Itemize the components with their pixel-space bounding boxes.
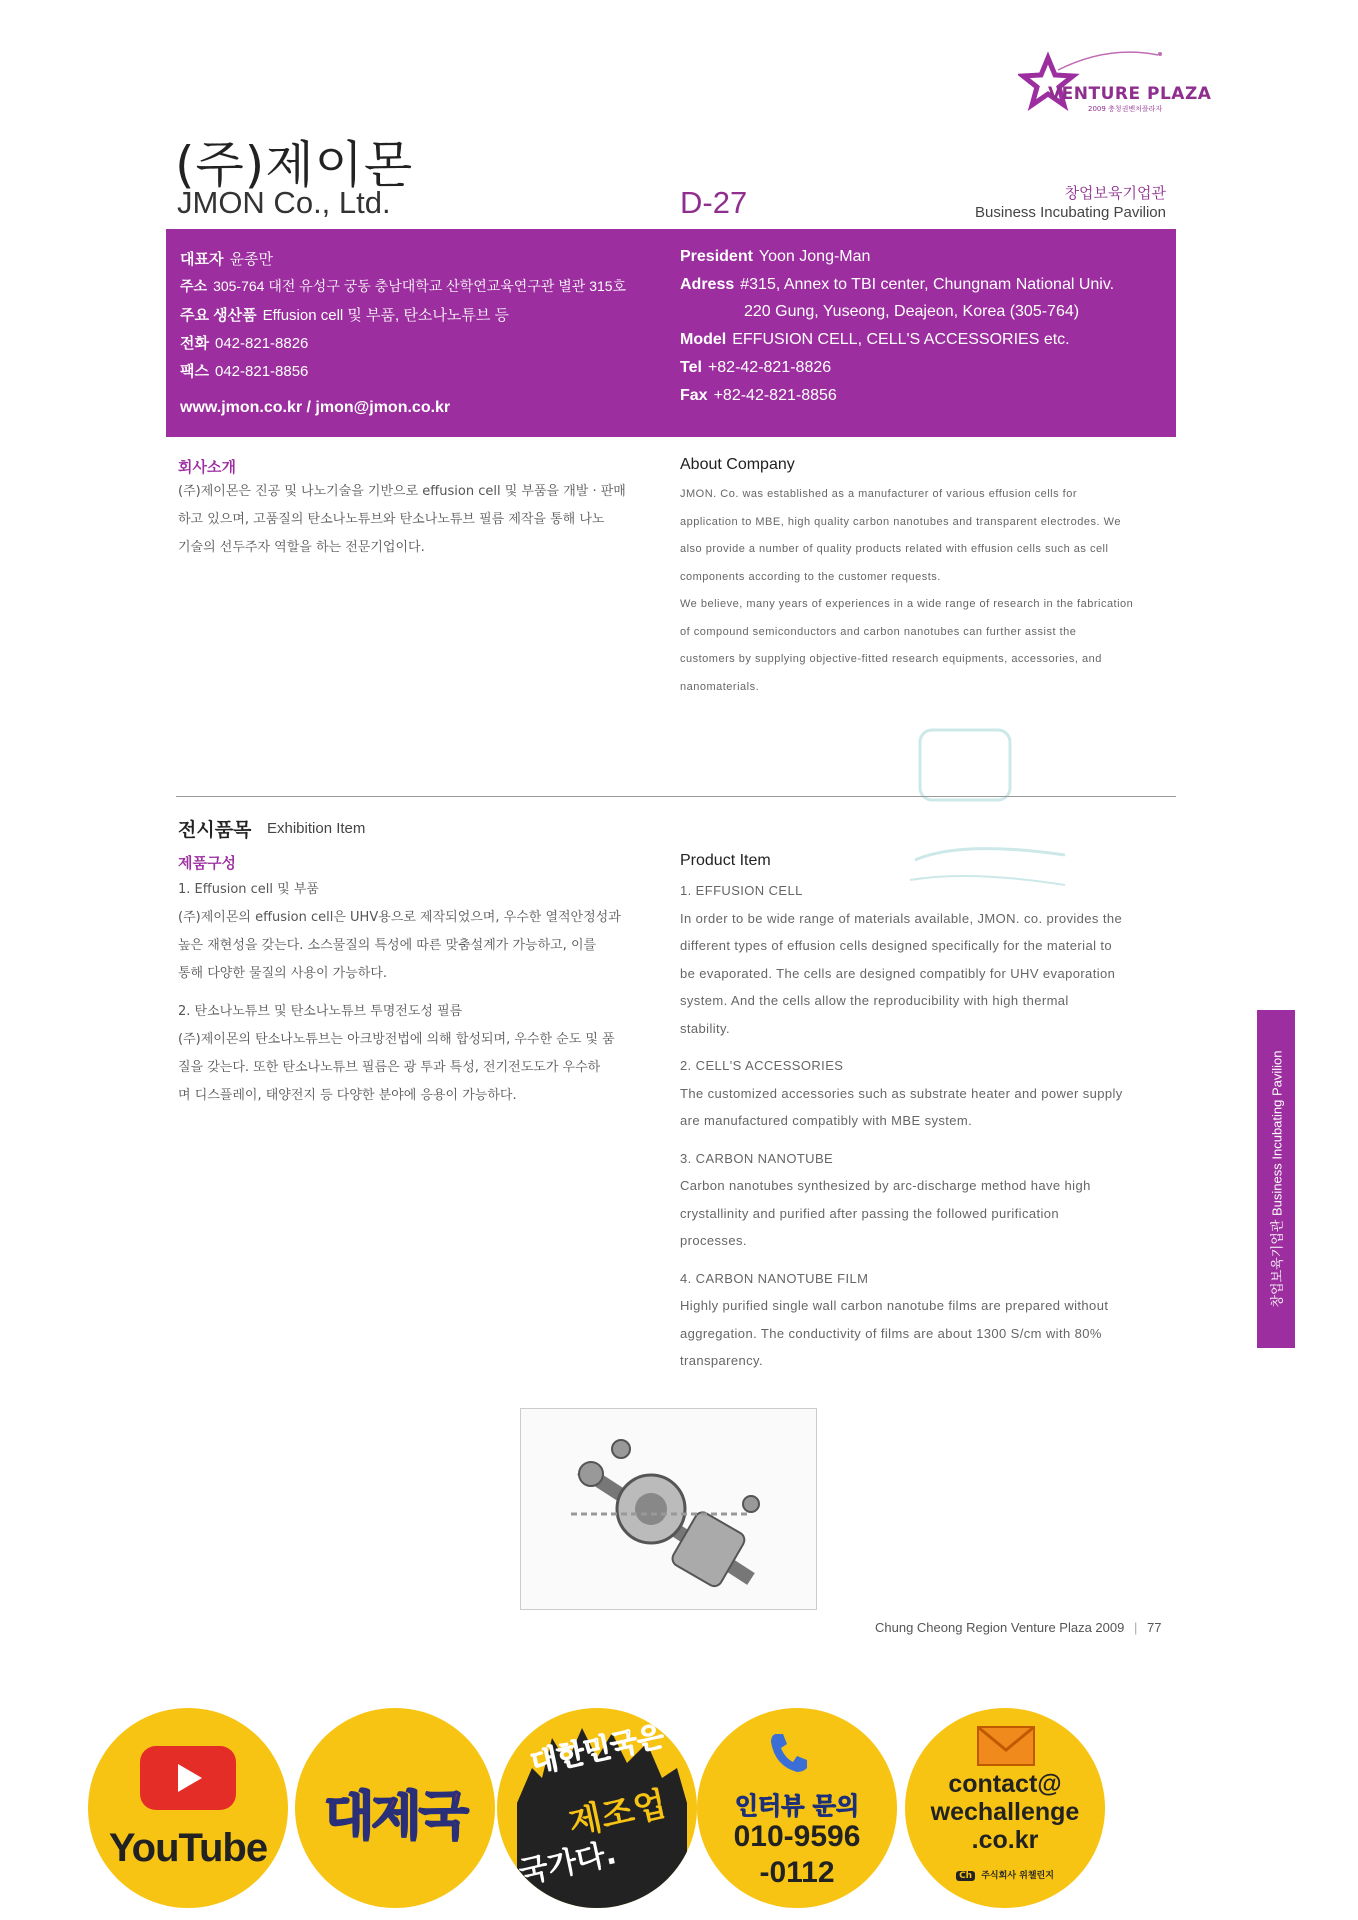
side-tab-text: 창업보육기업관 Business Incubating Pavilion	[1269, 1050, 1285, 1308]
about-en-line: customers by supplying objective-fitted research equipments, accessories, and	[680, 653, 1102, 665]
youtube-label: YouTube	[108, 1826, 268, 1870]
about-en-line: nanomaterials.	[680, 680, 760, 693]
product-en-line: Carbon nanotubes synthesized by arc-discharge method have high	[680, 1178, 1091, 1193]
product-en-line: transparency.	[680, 1353, 763, 1368]
product-value-ko: Effusion cell 및 부품, 탄소나노튜브 등	[262, 307, 509, 324]
tel-label-ko: 전화	[180, 335, 209, 352]
fax-value-en: +82-42-821-8856	[713, 387, 837, 404]
interview-label: 인터뷰 문의	[734, 1792, 860, 1820]
product-en-line: stability.	[680, 1020, 730, 1036]
ceo-label: 대표자	[180, 251, 224, 268]
product-ko-line: 높은 재현성을 갖는다. 소스물질의 특성에 따른 맞춤설계가 가능하고, 이를	[178, 938, 597, 953]
slogan-line3: 국가다.	[515, 1836, 620, 1891]
phone-line1: 010-9596	[733, 1820, 861, 1853]
company-info-band	[166, 229, 1176, 437]
side-pavilion-tab	[1257, 1010, 1295, 1348]
product-en-item1-title: 1. EFFUSION CELL	[680, 883, 803, 898]
pavilion-en: Business Incubating Pavilion	[975, 204, 1166, 221]
slogan-banner[interactable]	[497, 1708, 697, 1908]
product-en-line: In order to be wide range of materials available, JMON. co. provides the	[680, 910, 1123, 926]
website-email-link[interactable]: www.jmon.co.kr / jmon@jmon.co.kr	[180, 399, 451, 416]
email-line1: contact@	[948, 1770, 1062, 1798]
fax-label-en: Fax	[680, 387, 708, 404]
tel-value-ko: 042-821-8826	[214, 335, 309, 352]
booth-number: D-27	[680, 185, 748, 220]
about-heading-ko: 회사소개	[178, 458, 236, 476]
about-heading-en: About Company	[680, 456, 795, 473]
watermark-stamp	[900, 720, 1070, 900]
about-en-line: application to MBE, high quality carbon nanotubes and transparent electrodes. We	[680, 515, 1121, 528]
president-label: President	[680, 248, 753, 265]
address-value-en-1: #315, Annex to TBI center, Chungnam National Univ.	[740, 276, 1115, 293]
product-en-line: different types of effusion cells designed specifically for the material to	[680, 938, 1113, 953]
product-en-line: crystallinity and purified after passing the followed purification	[680, 1205, 1060, 1221]
exhibition-heading-en: Exhibition Item	[267, 820, 366, 837]
about-text-en	[680, 481, 1180, 701]
product-image	[520, 1408, 817, 1610]
fax-label-ko: 팩스	[180, 363, 209, 380]
about-en-line: of compound semiconductors and carbon nanotubes can further assist the	[680, 625, 1077, 638]
product-ko-line: 며 디스플레이, 태양전지 등 다양한 분야에 응용이 가능하다.	[178, 1088, 517, 1103]
product-en-line: processes.	[680, 1233, 747, 1248]
product-en-line: Highly purified single wall carbon nanotube films are prepared without	[680, 1298, 1109, 1313]
product-en-line: are manufactured compatibly with MBE system.	[680, 1113, 973, 1128]
about-en-line: also provide a number of quality products related with effusion cells such as cell	[680, 543, 1109, 555]
page-number: 77	[1147, 1620, 1162, 1635]
section-divider	[176, 796, 1176, 797]
about-en-line: JMON. Co. was established as a manufacturer of various effusion cells for	[680, 488, 1078, 500]
about-ko-line: 하고 있으며, 고품질의 탄소나노튜브와 탄소나노튜브 필름 제작을 통해 나노	[178, 512, 605, 527]
product-en-line: The customized accessories such as substrate heater and power supply	[680, 1085, 1123, 1101]
slogan-line1: 대한민국은	[527, 1719, 667, 1780]
effusion-cell-illustration	[521, 1409, 816, 1609]
address-value-en-2: 220 Gung, Yuseong, Deajeon, Korea (305-764)	[744, 303, 1080, 320]
footer-text: Chung Cheong Region Venture Plaza 2009	[875, 1620, 1125, 1635]
model-label: Model	[680, 331, 727, 348]
youtube-play-icon	[140, 1746, 236, 1810]
company-label: 주식회사 위챌린지	[981, 1871, 1054, 1881]
page-footer: Chung Cheong Region Venture Plaza 2009 | 77	[875, 1620, 1162, 1635]
product-heading-ko: 제품구성	[178, 854, 236, 872]
product-ko-line: (주)제이몬의 effusion cell은 UHV용으로 제작되었으며, 우수한 열적안정성과	[178, 910, 621, 925]
interview-banner[interactable]	[697, 1708, 897, 1908]
youtube-banner[interactable]	[88, 1708, 288, 1908]
channel-icon: Ch	[956, 1871, 975, 1881]
product-ko-item1-title: 1. Effusion cell 및 부품	[178, 882, 319, 897]
brand-banner[interactable]	[295, 1708, 495, 1908]
email-line3: .co.kr	[971, 1826, 1039, 1854]
product-en-item3-title: 3. CARBON NANOTUBE	[680, 1150, 834, 1166]
product-en-line: be evaporated. The cells are designed compatibly for UHV evaporation	[680, 965, 1116, 981]
product-en-line: aggregation. The conductivity of films are about 1300 S/cm with 80%	[680, 1325, 1102, 1341]
tel-label-en: Tel	[680, 359, 702, 376]
president-value: Yoon Jong-Man	[758, 248, 871, 265]
about-ko-line: (주)제이몬은 진공 및 나노기술을 기반으로 effusion cell 및 부품을 개발 · 판매	[178, 484, 626, 499]
email-banner[interactable]	[905, 1708, 1105, 1908]
about-text-ko	[178, 478, 638, 562]
product-label-ko: 주요 생산품	[180, 307, 257, 324]
slogan-line2: 제조업	[565, 1784, 671, 1844]
product-heading-en: Product Item	[680, 852, 771, 869]
exhibition-heading-ko: 전시품목	[178, 819, 252, 841]
pavilion-ko: 창업보육기업관	[1064, 184, 1166, 202]
phone-icon	[767, 1730, 811, 1774]
phone-line2: -0112	[759, 1856, 835, 1889]
product-en-item2-title: 2. CELL'S ACCESSORIES	[680, 1058, 844, 1073]
fax-value-ko: 042-821-8856	[214, 363, 309, 380]
product-text-ko	[178, 876, 638, 1110]
product-en-item4-title: 4. CARBON NANOTUBE FILM	[680, 1270, 869, 1286]
logo-subtext: 2009 충청권벤처플라자	[1088, 105, 1163, 113]
about-ko-line: 기술의 선두주자 역할을 하는 전문기업이다.	[178, 540, 425, 555]
tel-value-en: +82-42-821-8826	[707, 359, 832, 376]
product-ko-item2-title: 2. 탄소나노튜브 및 탄소나노튜브 투명전도성 필름	[178, 1004, 463, 1019]
product-ko-line: (주)제이몬의 탄소나노튜브는 아크방전법에 의해 합성되며, 우수한 순도 및 품	[178, 1032, 615, 1047]
address-label-ko: 주소	[180, 278, 208, 294]
ceo-value: 윤종만	[229, 251, 273, 268]
product-ko-line: 통해 다양한 물질의 사용이 가능하다.	[178, 966, 388, 981]
brand-label: 대제국	[324, 1787, 466, 1847]
email-line2: wechallenge	[930, 1798, 1080, 1826]
about-en-line: components according to the customer requests.	[680, 570, 941, 583]
company-name-ko: (주)제이몬	[175, 136, 414, 194]
product-en-line: system. And the cells allow the reproducibility with high thermal	[680, 993, 1069, 1008]
model-value: EFFUSION CELL, CELL'S ACCESSORIES etc.	[732, 331, 1070, 348]
product-ko-line: 질을 갖는다. 또한 탄소나노튜브 필름은 광 투과 특성, 전기전도도가 우수하	[178, 1060, 601, 1075]
company-name-en: JMON Co., Ltd.	[177, 185, 391, 220]
logo-text: VENTURE PLAZA	[1048, 84, 1212, 104]
address-value-ko: 305-764 대전 유성구 궁동 충남대학교 산학연교육연구관 별관 315호	[213, 278, 627, 294]
address-label-en: Adress	[680, 276, 735, 293]
about-en-line: We believe, many years of experiences in a wide range of research in the fabrication	[680, 598, 1134, 610]
envelope-icon	[977, 1726, 1035, 1766]
product-text-en	[680, 877, 1180, 1375]
